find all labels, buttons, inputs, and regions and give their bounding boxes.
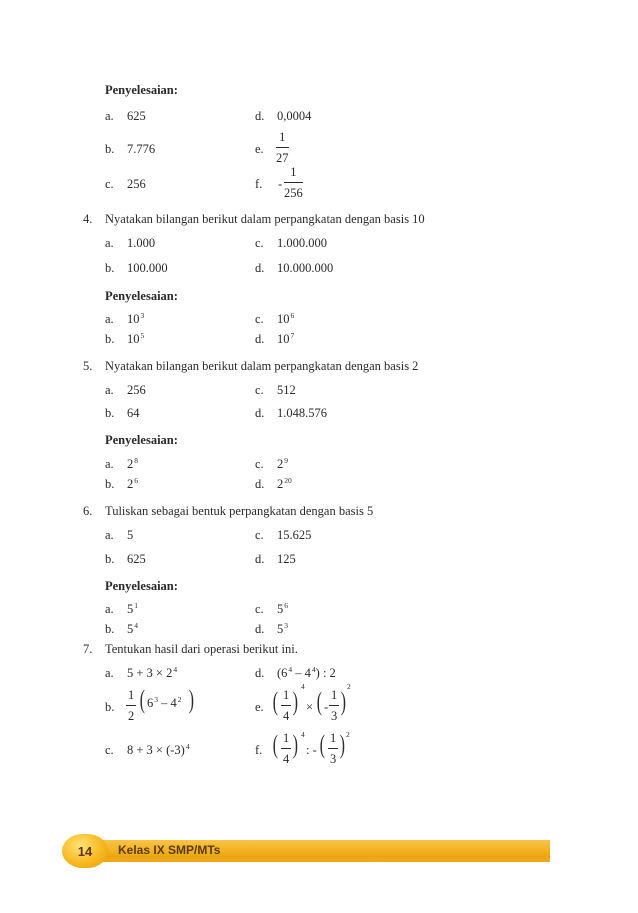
power-base: 10 xyxy=(127,312,140,326)
item-value: 256 xyxy=(127,177,146,191)
power-exponent: 2 xyxy=(177,695,182,704)
item-label: b. xyxy=(105,622,115,636)
item-label: c. xyxy=(255,457,264,471)
fraction-numerator: 1 xyxy=(281,732,291,749)
power-base: 2 xyxy=(277,457,284,471)
item-value: 1.048.576 xyxy=(277,406,327,420)
question-number: 5. xyxy=(83,359,93,373)
item-label: a. xyxy=(105,602,114,616)
right-parenthesis: ) xyxy=(340,687,346,716)
item-label: d. xyxy=(255,477,265,491)
expr-text: 5 + 3 × 2 xyxy=(127,666,173,680)
expr-text: – 4 xyxy=(161,696,177,710)
item-value: 100.000 xyxy=(127,261,168,275)
power-expression xyxy=(127,458,138,471)
power-exponent: 4 xyxy=(185,742,190,751)
fraction xyxy=(284,166,303,199)
item-label: d. xyxy=(255,332,265,346)
item-label: b. xyxy=(105,477,115,491)
expression xyxy=(277,667,336,680)
power-exponent: 3 xyxy=(154,695,158,704)
power-exponent: 3 xyxy=(284,621,288,630)
item-label: d. xyxy=(255,406,265,420)
expr-text: – 4 xyxy=(292,666,311,680)
item-label: b. xyxy=(105,552,115,566)
book-title: Kelas IX SMP/MTs xyxy=(118,843,221,857)
power-exponent: 4 xyxy=(301,730,305,739)
item-label: b. xyxy=(105,142,115,156)
question-number: 4. xyxy=(83,212,93,226)
item-label: a. xyxy=(105,528,114,542)
right-parenthesis: ) xyxy=(292,730,298,759)
item-value: 512 xyxy=(277,383,296,397)
fraction xyxy=(329,689,339,722)
power-expression xyxy=(277,333,294,346)
question-text: Tentukan hasil dari operasi berikut ini. xyxy=(105,642,298,656)
item-label: c. xyxy=(255,528,264,542)
power-exponent: 2 xyxy=(346,730,350,739)
operator: × xyxy=(306,700,314,714)
left-parenthesis: ( xyxy=(139,685,145,714)
right-parenthesis: ) xyxy=(292,687,298,716)
power-expression xyxy=(277,458,288,471)
fraction xyxy=(276,131,289,164)
power-base: 10 xyxy=(277,332,290,346)
item-value: 1.000 xyxy=(127,236,156,250)
power-expression xyxy=(127,623,138,636)
power-expression xyxy=(277,478,292,491)
item-label: c. xyxy=(105,743,114,757)
item-label: d. xyxy=(255,109,265,123)
fraction xyxy=(126,689,136,722)
fraction xyxy=(281,689,291,722)
item-label: c. xyxy=(255,602,264,616)
expression xyxy=(127,744,190,757)
item-label: b. xyxy=(105,700,115,714)
power-expression xyxy=(127,478,138,491)
power-base: 5 xyxy=(127,622,134,636)
power-exponent: 6 xyxy=(290,311,295,320)
item-label: e. xyxy=(255,700,264,714)
expression xyxy=(127,667,177,680)
item-label: a. xyxy=(105,109,114,123)
power-exponent: 2 xyxy=(347,682,351,691)
item-value: 1.000.000 xyxy=(277,236,327,250)
item-value: 10.000.000 xyxy=(277,261,334,275)
left-parenthesis: ( xyxy=(316,687,322,716)
item-value: 0,0004 xyxy=(277,109,312,123)
item-label: c. xyxy=(105,177,114,191)
power-base: 2 xyxy=(127,457,134,471)
section-heading: Penyelesaian: xyxy=(105,433,178,447)
power-base: 10 xyxy=(127,332,140,346)
question-number: 7. xyxy=(83,642,93,656)
item-value: 625 xyxy=(127,109,146,123)
minus-sign: - xyxy=(324,700,329,714)
fraction-numerator: 1 xyxy=(284,166,303,183)
item-label: d. xyxy=(255,552,265,566)
fraction-denominator: 3 xyxy=(331,708,338,723)
power-exponent: 8 xyxy=(134,456,138,465)
item-label: f. xyxy=(255,177,263,191)
item-value: 5 xyxy=(127,528,134,542)
item-label: b. xyxy=(105,261,115,275)
fraction-numerator: 1 xyxy=(328,732,338,749)
fraction-denominator: 4 xyxy=(283,708,290,723)
right-parenthesis: ) xyxy=(339,730,345,759)
power-base: 5 xyxy=(127,602,134,616)
fraction-denominator: 256 xyxy=(284,185,303,200)
fraction-numerator: 1 xyxy=(126,689,136,706)
power-base: 2 xyxy=(127,477,134,491)
fraction-denominator: 4 xyxy=(283,751,290,766)
question-text: Nyatakan bilangan berikut dalam perpangkatan dengan basis 2 xyxy=(105,359,419,373)
section-heading: Penyelesaian: xyxy=(105,579,178,593)
power-exponent: 1 xyxy=(134,601,138,610)
item-label: e. xyxy=(255,142,264,156)
item-label: a. xyxy=(105,383,114,397)
fraction-denominator: 27 xyxy=(276,150,289,165)
power-exponent: 4 xyxy=(173,665,178,674)
minus-sign: - xyxy=(278,177,283,191)
power-exponent: 5 xyxy=(140,331,145,340)
fraction-denominator: 3 xyxy=(330,751,337,766)
item-label: a. xyxy=(105,312,114,326)
page-number: 14 xyxy=(77,843,93,859)
fraction xyxy=(328,732,338,765)
left-parenthesis: ( xyxy=(319,730,325,759)
power-base: 5 xyxy=(277,602,284,616)
item-label: d. xyxy=(255,622,265,636)
item-label: f. xyxy=(255,743,263,757)
item-value: 256 xyxy=(127,383,146,397)
fraction-numerator: 1 xyxy=(276,131,289,148)
power-exponent: 3 xyxy=(140,311,145,320)
question-number: 6. xyxy=(83,504,93,518)
power-expression xyxy=(277,313,294,326)
expr-text: ) : 2 xyxy=(315,666,336,680)
operator: : - xyxy=(306,743,317,757)
power-exponent: 20 xyxy=(284,476,292,485)
item-label: a. xyxy=(105,236,114,250)
item-label: a. xyxy=(105,666,114,680)
item-label: c. xyxy=(255,312,264,326)
power-exponent: 7 xyxy=(290,331,295,340)
right-parenthesis: ) xyxy=(188,685,194,714)
power-base: 2 xyxy=(277,477,284,491)
expression xyxy=(147,697,182,710)
item-label: d. xyxy=(255,666,265,680)
item-value: 15.625 xyxy=(277,528,312,542)
section-heading: Penyelesaian: xyxy=(105,289,178,303)
question-text: Tuliskan sebagai bentuk perpangkatan dengan basis 5 xyxy=(105,504,374,518)
power-expression xyxy=(277,623,288,636)
item-label: c. xyxy=(255,383,264,397)
item-value: 64 xyxy=(127,406,140,420)
power-exponent: 6 xyxy=(134,476,138,485)
item-label: c. xyxy=(255,236,264,250)
power-exponent: 4 xyxy=(288,665,293,674)
power-base: 5 xyxy=(277,622,284,636)
item-label: a. xyxy=(105,457,114,471)
power-expression xyxy=(127,313,144,326)
power-exponent: 6 xyxy=(284,601,288,610)
power-exponent: 9 xyxy=(284,456,288,465)
item-label: b. xyxy=(105,332,115,346)
item-label: d. xyxy=(255,261,265,275)
power-base: 10 xyxy=(277,312,290,326)
expr-text: 8 + 3 × (-3) xyxy=(127,743,185,757)
item-value: 625 xyxy=(127,552,146,566)
fraction-denominator: 2 xyxy=(128,708,135,723)
left-parenthesis: ( xyxy=(272,730,278,759)
footer-underline xyxy=(90,858,550,862)
fraction xyxy=(281,732,291,765)
power-exponent: 4 xyxy=(301,682,305,691)
fraction-numerator: 1 xyxy=(329,689,339,706)
fraction-numerator: 1 xyxy=(281,689,291,706)
item-value: 7.776 xyxy=(127,142,156,156)
power-exponent: 4 xyxy=(134,621,138,630)
power-base: 6 xyxy=(147,696,154,710)
section-heading: Penyelesaian: xyxy=(105,83,178,97)
power-exponent: 4 xyxy=(311,665,316,674)
page-number-badge xyxy=(62,834,108,868)
item-label: b. xyxy=(105,406,115,420)
expr-text: (6 xyxy=(277,666,288,680)
power-expression xyxy=(277,603,288,616)
question-text: Nyatakan bilangan berikut dalam perpangkatan dengan basis 10 xyxy=(105,212,425,226)
item-value: 125 xyxy=(277,552,296,566)
power-expression xyxy=(127,603,138,616)
power-expression xyxy=(127,333,144,346)
left-parenthesis: ( xyxy=(272,687,278,716)
